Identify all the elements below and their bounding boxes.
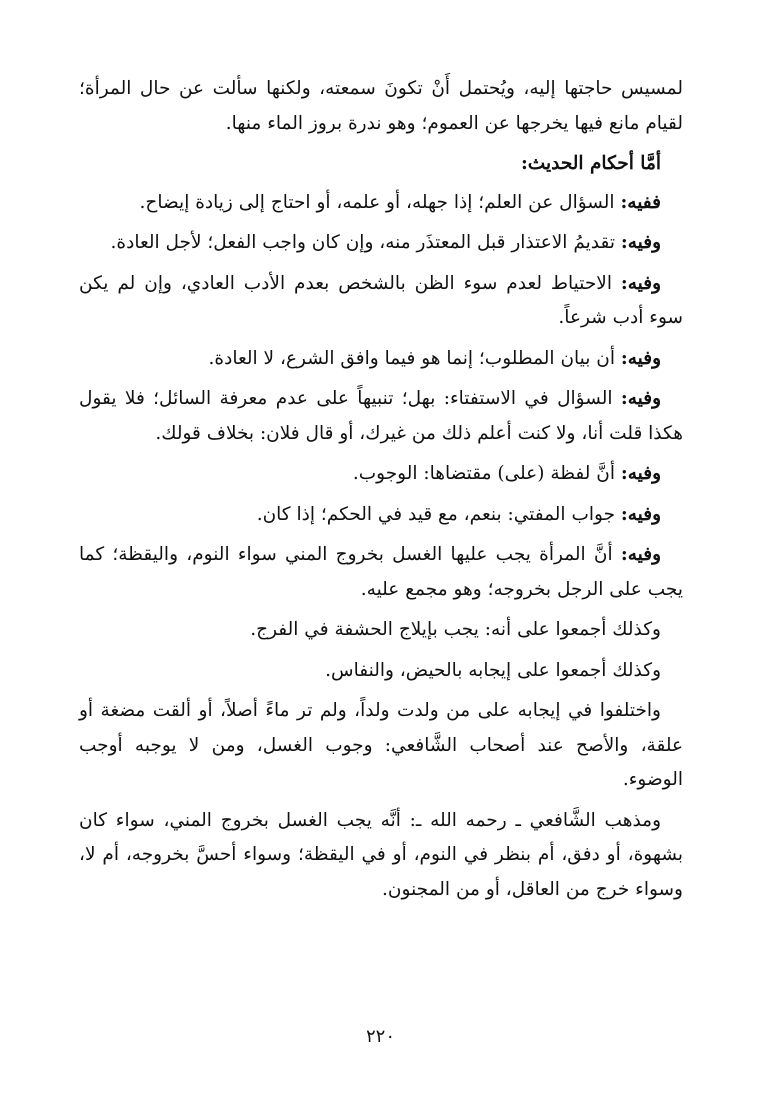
paragraph-text: السؤال عن العلم؛ إذا جهله، أو علمه، أو احتاج إلى زيادة إيضاح. [139,191,621,213]
paragraph-text: ومذهب الشَّافعي ـ رحمه الله ـ: أنَّه يجب الغسل بخروج المني، سواء كان بشهوة، أو دفق، أم بنظر في النوم، أو في اليقظة؛ وسواء أحسَّ بخروجه، أم لا، وسواء خرج من العاقل، أو من المجنون. [79,809,683,900]
paragraph-lead: وفيه: [620,503,661,525]
page-body [79,72,683,913]
paragraph [79,226,683,261]
paragraph [79,267,683,336]
paragraph-lead: وفيه: [620,388,661,409]
paragraph-text: تقديمُ الاعتذار قبل المعتذَر منه، وإن كان واجب الفعل؛ لأجل العادة. [110,232,621,253]
paragraph-lead: وفيه: [620,463,661,484]
paragraph [79,538,683,607]
paragraph [79,804,683,908]
paragraph-text: لمسيس حاجتها إليه، ويُحتمل أَنْ تكونَ سمعته، ولكنها سألت عن حال المرأة؛ لقيام مانع فيها يخرجها عن العموم؛ وهو ندرة بروز الماء منها. [79,78,683,134]
heading-text: أمَّا أحكام الحديث: [520,153,661,174]
paragraph-lead: وفيه: [620,544,661,565]
paragraph [79,498,683,533]
paragraph-text: وكذلك أجمعوا على أنه: يجب بإيلاج الحشفة في الفرج. [250,619,661,640]
paragraph-text: واختلفوا في إيجابه على من ولدت ولداً، ولم تر ماءً أصلاً، أو ألقت مضغة أو علقة، والأصح عند أصحاب الشَّافعي: وجوب الغسل، ومن لا يوجبه أوجب الوضوء. [79,700,683,790]
paragraph-text: السؤال في الاستفتاء: بهل؛ تنبيهاً على عدم معرفة السائل؛ فلا يقول هكذا قلت أنا، ولا كنت أعلم ذلك من غيرك، أو قال فلان: بخلاف قولك. [79,388,683,444]
paragraph-text: أنَّ لفظة (على) مقتضاها: الوجوب. [352,463,621,484]
paragraph-text: أن بيان المطلوب؛ إنما هو فيما وافق الشرع، لا العادة. [208,347,621,369]
page-number: ٢٢٠ [365,1026,395,1047]
paragraph-text: وكذلك أجمعوا على إيجابه بالحيض، والنفاس. [325,659,661,681]
section-heading [79,147,683,182]
paragraph-lead: ففيه: [620,191,661,213]
paragraph [79,186,683,221]
paragraph [79,613,683,648]
paragraph [79,72,683,141]
paragraph-lead: وفيه: [620,272,661,294]
paragraph [79,654,683,689]
paragraph-lead: وفيه: [620,232,661,253]
paragraph [79,382,683,451]
paragraph [79,694,683,798]
paragraph-text: جواب المفتي: بنعم، مع قيد في الحكم؛ إذا كان. [256,503,621,525]
paragraph-text: الاحتياط لعدم سوء الظن بالشخص بعدم الأدب العادي، وإن لم يكن سوء أدب شرعاً. [79,272,683,328]
paragraph-lead: وفيه: [620,347,661,369]
paragraph-text: أنَّ المرأة يجب عليها الغسل بخروج المني سواء النوم، واليقظة؛ كما يجب على الرجل بخروجه؛ وهو مجمع عليه. [79,544,683,600]
paragraph [79,342,683,377]
paragraph [79,457,683,492]
